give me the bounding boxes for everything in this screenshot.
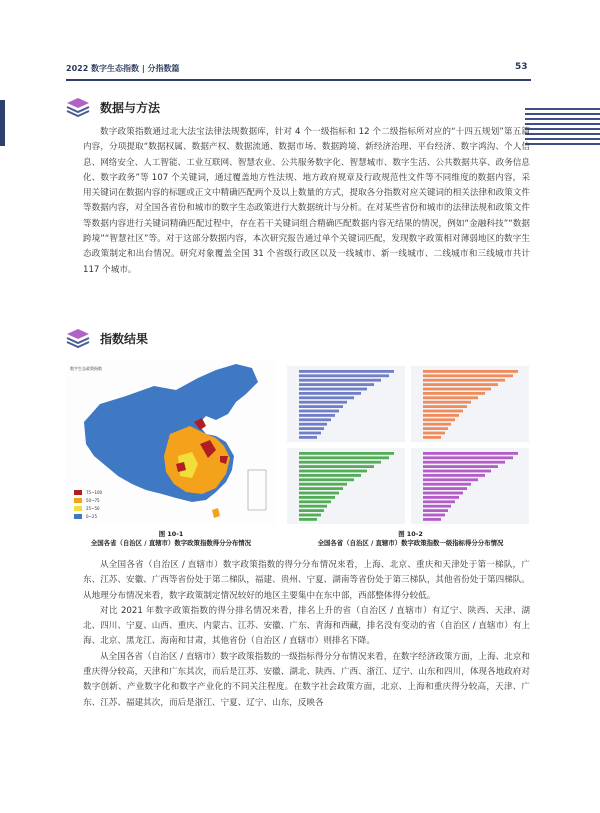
bar [423,518,441,521]
bar [423,474,485,477]
bar-charts-figure [283,360,533,525]
layers-icon [66,97,90,117]
bar [423,496,459,499]
bar [423,505,451,508]
bar-panel [411,448,529,524]
paragraph-text: 从全国各省（自治区 / 直辖市）数字政策指数的一级指标得分分布情况来看，在数字经济政策方面，上海、北京和重庆得分较高，天津和广东其次，而后是江苏、安徽、湖北、陕西、广西、浙江、辽宁、山东和四川，体现各地政府对数字创新、产业数字化和数字产业化的不同关注程度。在数字社会政策方面，北京、上海和重庆得分较高，天津、广东、江苏、福建其次，而后是浙江、宁夏、辽宁、山东，反映各 [83,651,530,708]
bar [299,470,367,473]
legend-item [74,512,102,520]
bar [299,423,327,426]
bar [423,452,518,455]
bar [423,492,463,495]
bar [299,418,331,421]
bar [423,423,451,426]
legend-label: 75~100 [86,489,103,495]
bar [423,514,445,517]
bar [423,383,498,386]
layers-icon [66,328,90,348]
bar [423,379,505,382]
bar [299,487,343,490]
bar [299,396,354,399]
legend-label: 50~75 [86,497,100,503]
bar [423,478,478,481]
map-legend [74,488,102,520]
bar [299,427,324,430]
bar [423,401,471,404]
bar [299,388,367,391]
results-paragraphs [83,558,530,711]
section-title: 数据与方法 [100,100,161,115]
header-rule [66,79,531,81]
legend-item [74,504,102,512]
bar [423,461,505,464]
bar [299,518,317,521]
bar [299,374,389,377]
china-map-figure [66,360,276,525]
left-accent-bar [0,100,5,146]
bar [299,379,381,382]
map-title: 数字生态政策指数 [70,366,102,371]
section-title: 指数结果 [100,331,149,346]
bar [299,405,343,408]
bar [423,405,467,408]
bar [299,370,394,373]
bar [423,410,463,413]
header-title: 2022 数字生态指数 | 分指数篇 [66,64,180,73]
bar [423,427,448,430]
bar [299,474,361,477]
bar [423,487,467,490]
bar [423,509,448,512]
page-number: 53 [515,62,528,72]
bar [299,492,339,495]
caption-text: 全国各省（自治区 / 直辖市）数字政策指数一级指标得分分布情况 [317,539,504,547]
bar [299,496,335,499]
bar [423,456,513,459]
bar [423,392,485,395]
bar [299,432,321,435]
legend-item [74,496,102,504]
methods-paragraph [83,125,530,278]
bar [299,461,381,464]
page-header [0,0,600,100]
legend-item [74,488,102,496]
bar [299,383,374,386]
bar [423,436,441,439]
bar-panel [411,366,529,442]
bar [423,418,455,421]
figure-caption-10-1 [66,529,276,547]
bar-panel [287,366,405,442]
bar [299,392,361,395]
bar [423,388,491,391]
bar [423,432,445,435]
bar [299,509,324,512]
section-heading-results [66,328,148,348]
bar [299,401,347,404]
bar [299,483,347,486]
bar [299,505,327,508]
bar [423,483,471,486]
figure-caption-10-2 [288,529,533,547]
caption-number: 图 10-1 [158,530,184,538]
bar [423,500,455,503]
bar [423,470,491,473]
bar [299,478,354,481]
paragraph-text: 从全国各省（自治区 / 直辖市）数字政策指数的得分分布情况来看，上海、北京、重庆和天津处于第一梯队，广东、江苏、安徽、广西等省份处于第二梯队，福建、贵州、宁夏、湖南等省份处于第三梯队，其他省份处于第四梯队。从地理分布情况来看，数字政策制定情况较好的地区主要集中在东中部，西部整体得分较低。 [83,560,530,601]
decorative-stripes [525,108,600,148]
section-heading-methods [66,97,160,117]
legend-label: 25~50 [86,505,100,511]
bar [299,465,374,468]
caption-text: 全国各省（自治区 / 直辖市）数字政策指数得分分布情况 [90,539,252,547]
bar [299,452,394,455]
bar [423,396,478,399]
bar [299,436,317,439]
bar [299,500,331,503]
caption-number: 图 10-2 [398,530,423,538]
bar [423,370,518,373]
bar [299,514,321,517]
paragraph-text: 对比 2021 年数字政策指数的得分排名情况来看，排名上升的省（自治区 / 直辖市）有辽宁、陕西、天津、湖北、四川、宁夏、山西、重庆、内蒙古、江苏、安徽、广东、青海和西藏，排名没有变动的省（自治区 / 直辖市）有上海、北京、黑龙江、海南和甘肃，其他省份（自治区 / 直辖市）则排名下降。 [83,605,530,647]
legend-label: 0~25 [86,513,97,519]
bar-panel [287,448,405,524]
bar [299,456,389,459]
bar [299,410,339,413]
bar [423,414,459,417]
bar [299,414,335,417]
bar [423,465,498,468]
paragraph-text: 数字政策指数通过北大法宝法律法规数据库，针对 4 个一级指标和 12 个二级指标所对应的“十四五规划”第五篇内容，分项提取“数据权属、数据产权、数据流通、数据市场、数据跨境、新经济治理、平台经济、数字鸿沟、个人信息、网络安全、人工智能、工业互联网、智慧农业、公共服务数字化、智慧城市、数字生活、公共数据共享、政务信息化、数字政务”等 107 个关键词，通过覆盖地方性法规、地方政府规章及行政规范性文件等不同维度的数据内容，采用关键词在数据内容的标题或正文中精确匹配两个及以上数量的方式，提取各分指数对应关键词的相关法律和政策文件等数据内容，对全国各省份和城市的数字生态政策进行大数据统计与分析。在对某些省份和城市的法律法规和政策文件等数据内容进行关键词精确匹配过程中，存在若干关键词组合精确匹配数据内容无结果的情况，例如“金融科技”“数据跨境”“智慧社区”等。对于这部分数据内容，本次研究报告通过单个关键词匹配，发现数字政策相对薄弱地区的数字生态政策制定和出台情况。研究对象覆盖全国 31 个省级行政区以及一线城市、新一线城市、二线城市和三线城市共计 117 个城市。 [83,127,530,275]
bar [423,374,513,377]
